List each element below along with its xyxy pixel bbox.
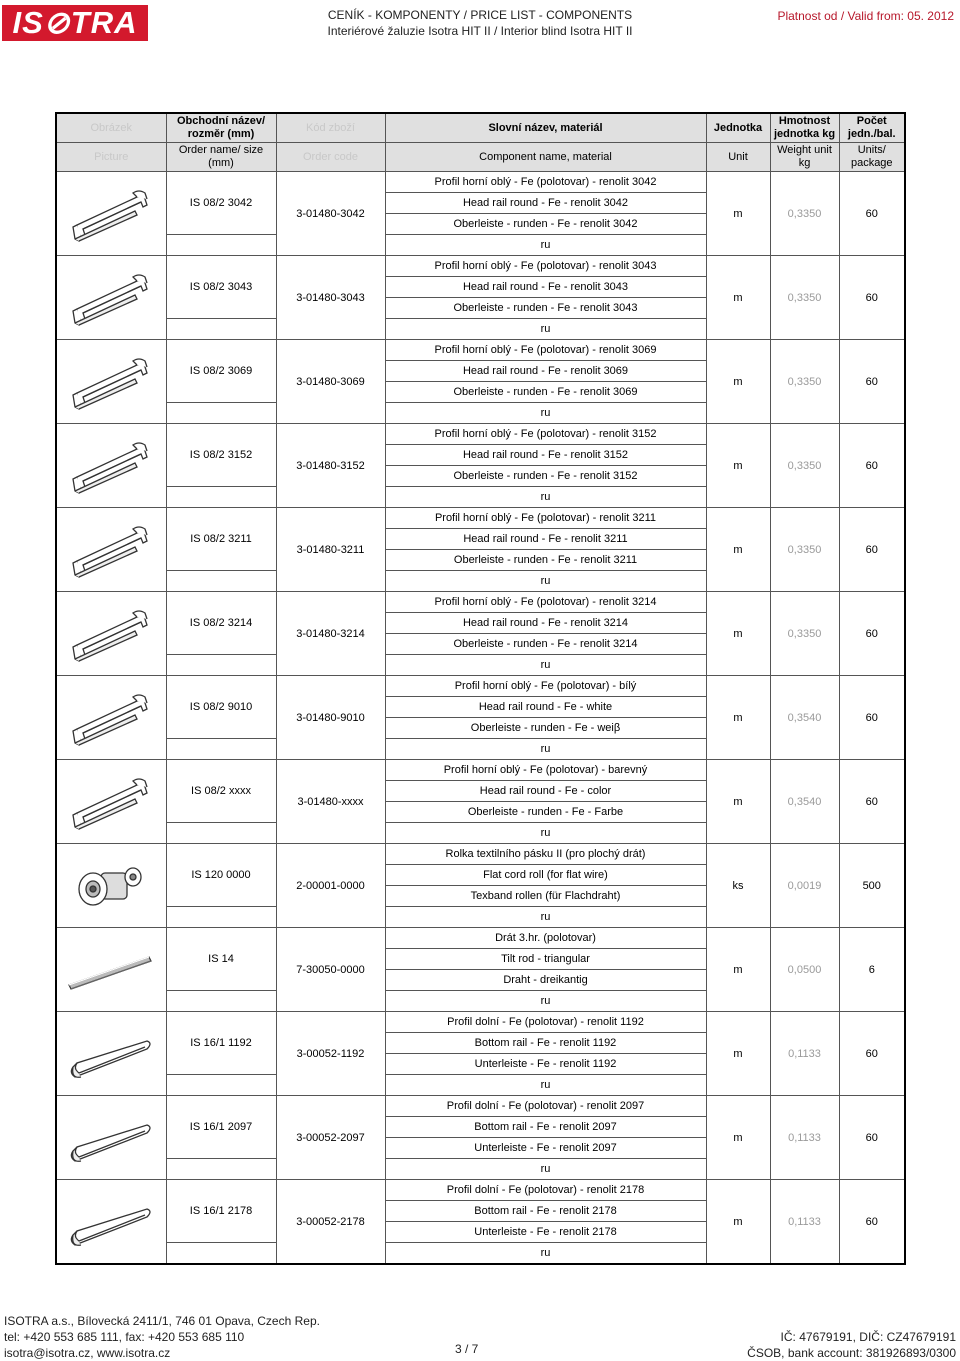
footer-company	[4, 1313, 320, 1361]
units-per-package: 60	[839, 508, 905, 592]
component-name: Oberleiste - runden - Fe - renolit 3043	[385, 298, 706, 319]
component-name: Head rail round - Fe - white	[385, 697, 706, 718]
component-name: Profil horní oblý - Fe (polotovar) - bílý	[385, 676, 706, 697]
unit: m	[706, 256, 770, 340]
col-desc-cz: Slovní název, materiál	[385, 113, 706, 143]
order-code: 3-00052-2097	[276, 1096, 385, 1180]
component-name: Oberleiste - runden - Fe - renolit 3069	[385, 382, 706, 403]
order-name: IS 120 0000	[166, 844, 276, 907]
footer-web: isotra@isotra.cz, www.isotra.cz	[4, 1346, 171, 1360]
order-name: IS 16/1 2178	[166, 1180, 276, 1243]
table-row	[56, 256, 905, 277]
col-desc-en: Component name, material	[385, 143, 706, 172]
units-per-package: 60	[839, 676, 905, 760]
component-name: Oberleiste - runden - Fe - renolit 3211	[385, 550, 706, 571]
order-name-extra	[166, 1159, 276, 1180]
footer-bank: ČSOB, bank account: 381926893/0300	[747, 1346, 956, 1360]
col-code-en: Order code	[276, 143, 385, 172]
product-image	[56, 1096, 166, 1180]
component-name: ru	[385, 655, 706, 676]
component-name: Oberleiste - runden - Fe - renolit 3152	[385, 466, 706, 487]
component-name: Head rail round - Fe - renolit 3214	[385, 613, 706, 634]
footer-tax-ids: IČ: 47679191, DIČ: CZ47679191	[780, 1330, 956, 1344]
product-image	[56, 928, 166, 1012]
unit: m	[706, 760, 770, 844]
order-name-extra	[166, 655, 276, 676]
unit-weight: 0,3350	[770, 592, 839, 676]
units-per-package: 60	[839, 1096, 905, 1180]
component-name: Profil horní oblý - Fe (polotovar) - renolit 3214	[385, 592, 706, 613]
component-name: Oberleiste - runden - Fe - renolit 3214	[385, 634, 706, 655]
col-name-en: Order name/ size (mm)	[166, 143, 276, 172]
col-image-cz: Obrázek	[56, 113, 166, 143]
product-image	[56, 1180, 166, 1265]
table-row	[56, 592, 905, 613]
product-image	[56, 1012, 166, 1096]
component-name: Unterleiste - Fe - renolit 2097	[385, 1138, 706, 1159]
order-name: IS 08/2 3152	[166, 424, 276, 487]
order-name-extra	[166, 823, 276, 844]
table-row	[56, 424, 905, 445]
head-rail-icon	[57, 687, 166, 749]
component-name: ru	[385, 403, 706, 424]
order-name-extra	[166, 571, 276, 592]
unit: m	[706, 1180, 770, 1265]
unit: m	[706, 424, 770, 508]
footer-phone: tel: +420 553 685 111, fax: +420 553 685 110	[4, 1330, 245, 1344]
order-code: 3-01480-3152	[276, 424, 385, 508]
component-name: Oberleiste - runden - Fe - renolit 3042	[385, 214, 706, 235]
component-name: Texband rollen (für Flachdraht)	[385, 886, 706, 907]
product-image	[56, 340, 166, 424]
units-per-package: 6	[839, 928, 905, 1012]
unit-weight: 0,3540	[770, 676, 839, 760]
order-code: 3-00052-2178	[276, 1180, 385, 1265]
product-image	[56, 676, 166, 760]
unit: m	[706, 1096, 770, 1180]
order-code: 3-01480-xxxx	[276, 760, 385, 844]
unit-weight: 0,3350	[770, 424, 839, 508]
units-per-package: 60	[839, 172, 905, 256]
header-title: CENÍK - KOMPONENTY / PRICE LIST - COMPONENTS	[327, 8, 633, 22]
component-name: ru	[385, 823, 706, 844]
component-name: Profil horní oblý - Fe (polotovar) - renolit 3043	[385, 256, 706, 277]
unit-weight: 0,3350	[770, 256, 839, 340]
col-pack-en: Units/ package	[839, 143, 905, 172]
product-image	[56, 172, 166, 256]
table-row	[56, 172, 905, 193]
head-rail-icon	[57, 519, 166, 581]
order-name-extra	[166, 487, 276, 508]
table-row	[56, 676, 905, 697]
component-name: Tilt rod - triangular	[385, 949, 706, 970]
component-name: Oberleiste - runden - Fe - weiβ	[385, 718, 706, 739]
table-row	[56, 928, 905, 949]
header-row-en	[56, 143, 905, 172]
component-name: ru	[385, 739, 706, 760]
head-rail-icon	[57, 771, 166, 833]
unit-weight: 0,1133	[770, 1180, 839, 1265]
product-image	[56, 508, 166, 592]
component-name: Bottom rail - Fe - renolit 2097	[385, 1117, 706, 1138]
product-image	[56, 256, 166, 340]
table-row	[56, 340, 905, 361]
component-name: Rolka textilního pásku II (pro plochý drát)	[385, 844, 706, 865]
col-code-cz: Kód zboží	[276, 113, 385, 143]
unit-weight: 0,1133	[770, 1096, 839, 1180]
unit-weight: 0,3350	[770, 340, 839, 424]
component-name: Head rail round - Fe - renolit 3152	[385, 445, 706, 466]
component-name: ru	[385, 1159, 706, 1180]
component-name: Head rail round - Fe - renolit 3042	[385, 193, 706, 214]
component-name: ru	[385, 319, 706, 340]
unit-weight: 0,3540	[770, 760, 839, 844]
component-name: Drát 3.hr. (polotovar)	[385, 928, 706, 949]
units-per-package: 60	[839, 760, 905, 844]
units-per-package: 60	[839, 1012, 905, 1096]
units-per-package: 60	[839, 256, 905, 340]
component-name: Head rail round - Fe - renolit 3043	[385, 277, 706, 298]
order-name-extra	[166, 1243, 276, 1265]
order-code: 2-00001-0000	[276, 844, 385, 928]
col-unit-cz: Jednotka	[706, 113, 770, 143]
table-row	[56, 1180, 905, 1201]
component-name: Profil horní oblý - Fe (polotovar) - renolit 3042	[385, 172, 706, 193]
col-weight-en: Weight unit kg	[770, 143, 839, 172]
unit-weight: 0,3350	[770, 508, 839, 592]
order-name: IS 16/1 1192	[166, 1012, 276, 1075]
order-code: 3-01480-9010	[276, 676, 385, 760]
bottom-rail-icon	[57, 1107, 166, 1169]
order-name: IS 14	[166, 928, 276, 991]
units-per-package: 60	[839, 340, 905, 424]
component-name: Profil horní oblý - Fe (polotovar) - barevný	[385, 760, 706, 781]
component-name: Profil dolní - Fe (polotovar) - renolit 2178	[385, 1180, 706, 1201]
order-name: IS 08/2 9010	[166, 676, 276, 739]
order-code: 3-01480-3043	[276, 256, 385, 340]
head-rail-icon	[57, 183, 166, 245]
col-name-cz: Obchodní název/ rozměr (mm)	[166, 113, 276, 143]
bottom-rail-icon	[57, 1191, 166, 1253]
page-number: 3 / 7	[455, 1342, 479, 1356]
order-code: 7-30050-0000	[276, 928, 385, 1012]
units-per-package: 60	[839, 592, 905, 676]
component-name: Profil horní oblý - Fe (polotovar) - renolit 3069	[385, 340, 706, 361]
unit: m	[706, 676, 770, 760]
component-name: ru	[385, 571, 706, 592]
component-name: Profil dolní - Fe (polotovar) - renolit 1192	[385, 1012, 706, 1033]
component-name: Draht - dreikantig	[385, 970, 706, 991]
head-rail-icon	[57, 267, 166, 329]
tilt-rod-icon	[57, 939, 166, 1001]
footer-ids	[747, 1329, 956, 1361]
product-image	[56, 424, 166, 508]
header-row-cz	[56, 113, 905, 143]
order-name: IS 08/2 3069	[166, 340, 276, 403]
price-list-table	[55, 112, 906, 1265]
order-name-extra	[166, 1075, 276, 1096]
order-name: IS 08/2 3211	[166, 508, 276, 571]
unit: m	[706, 508, 770, 592]
head-rail-icon	[57, 351, 166, 413]
component-name: ru	[385, 1075, 706, 1096]
unit-weight: 0,0019	[770, 844, 839, 928]
unit: m	[706, 928, 770, 1012]
unit: m	[706, 340, 770, 424]
order-name-extra	[166, 739, 276, 760]
order-name: IS 08/2 3043	[166, 256, 276, 319]
table-row	[56, 760, 905, 781]
component-name: ru	[385, 487, 706, 508]
component-name: Profil horní oblý - Fe (polotovar) - renolit 3152	[385, 424, 706, 445]
head-rail-icon	[57, 435, 166, 497]
order-code: 3-01480-3211	[276, 508, 385, 592]
col-image-en: Picture	[56, 143, 166, 172]
unit: m	[706, 172, 770, 256]
unit: ks	[706, 844, 770, 928]
order-code: 3-01480-3214	[276, 592, 385, 676]
component-name: Oberleiste - runden - Fe - Farbe	[385, 802, 706, 823]
cord-roll-icon	[57, 855, 166, 917]
order-code: 3-00052-1192	[276, 1012, 385, 1096]
units-per-package: 60	[839, 1180, 905, 1265]
col-pack-cz: Počet jedn./bal.	[839, 113, 905, 143]
unit-weight: 0,1133	[770, 1012, 839, 1096]
component-name: Head rail round - Fe - renolit 3211	[385, 529, 706, 550]
unit-weight: 0,0500	[770, 928, 839, 1012]
order-name-extra	[166, 319, 276, 340]
component-name: Profil horní oblý - Fe (polotovar) - renolit 3211	[385, 508, 706, 529]
units-per-package: 500	[839, 844, 905, 928]
units-per-package: 60	[839, 424, 905, 508]
order-code: 3-01480-3069	[276, 340, 385, 424]
product-image	[56, 844, 166, 928]
component-name: ru	[385, 1243, 706, 1265]
bottom-rail-icon	[57, 1023, 166, 1085]
component-name: ru	[385, 235, 706, 256]
table-row	[56, 844, 905, 865]
isotra-logo: IS⊘TRA	[2, 5, 148, 41]
order-name-extra	[166, 907, 276, 928]
table-row	[56, 508, 905, 529]
order-name: IS 08/2 xxxx	[166, 760, 276, 823]
component-name: ru	[385, 991, 706, 1012]
component-name: Head rail round - Fe - color	[385, 781, 706, 802]
component-name: Unterleiste - Fe - renolit 2178	[385, 1222, 706, 1243]
component-name: Bottom rail - Fe - renolit 1192	[385, 1033, 706, 1054]
component-name: Bottom rail - Fe - renolit 2178	[385, 1201, 706, 1222]
product-image	[56, 760, 166, 844]
unit-weight: 0,3350	[770, 172, 839, 256]
order-name-extra	[166, 403, 276, 424]
component-name: Flat cord roll (for flat wire)	[385, 865, 706, 886]
order-name: IS 16/1 2097	[166, 1096, 276, 1159]
header-subtitle: Interiérové žaluzie Isotra HIT II / Interior blind Isotra HIT II	[327, 24, 633, 38]
order-name: IS 08/2 3042	[166, 172, 276, 235]
product-image	[56, 592, 166, 676]
component-name: Unterleiste - Fe - renolit 1192	[385, 1054, 706, 1075]
order-name: IS 08/2 3214	[166, 592, 276, 655]
order-code: 3-01480-3042	[276, 172, 385, 256]
valid-from: Platnost od / Valid from: 05. 2012	[777, 9, 954, 23]
component-name: Profil dolní - Fe (polotovar) - renolit 2097	[385, 1096, 706, 1117]
component-name: Head rail round - Fe - renolit 3069	[385, 361, 706, 382]
order-name-extra	[166, 235, 276, 256]
col-weight-cz: Hmotnost jednotka kg	[770, 113, 839, 143]
col-unit-en: Unit	[706, 143, 770, 172]
footer-address: ISOTRA a.s., Bílovecká 2411/1, 746 01 Opava, Czech Rep.	[4, 1314, 320, 1328]
table-row	[56, 1012, 905, 1033]
head-rail-icon	[57, 603, 166, 665]
component-name: ru	[385, 907, 706, 928]
unit: m	[706, 1012, 770, 1096]
unit: m	[706, 592, 770, 676]
order-name-extra	[166, 991, 276, 1012]
table-row	[56, 1096, 905, 1117]
